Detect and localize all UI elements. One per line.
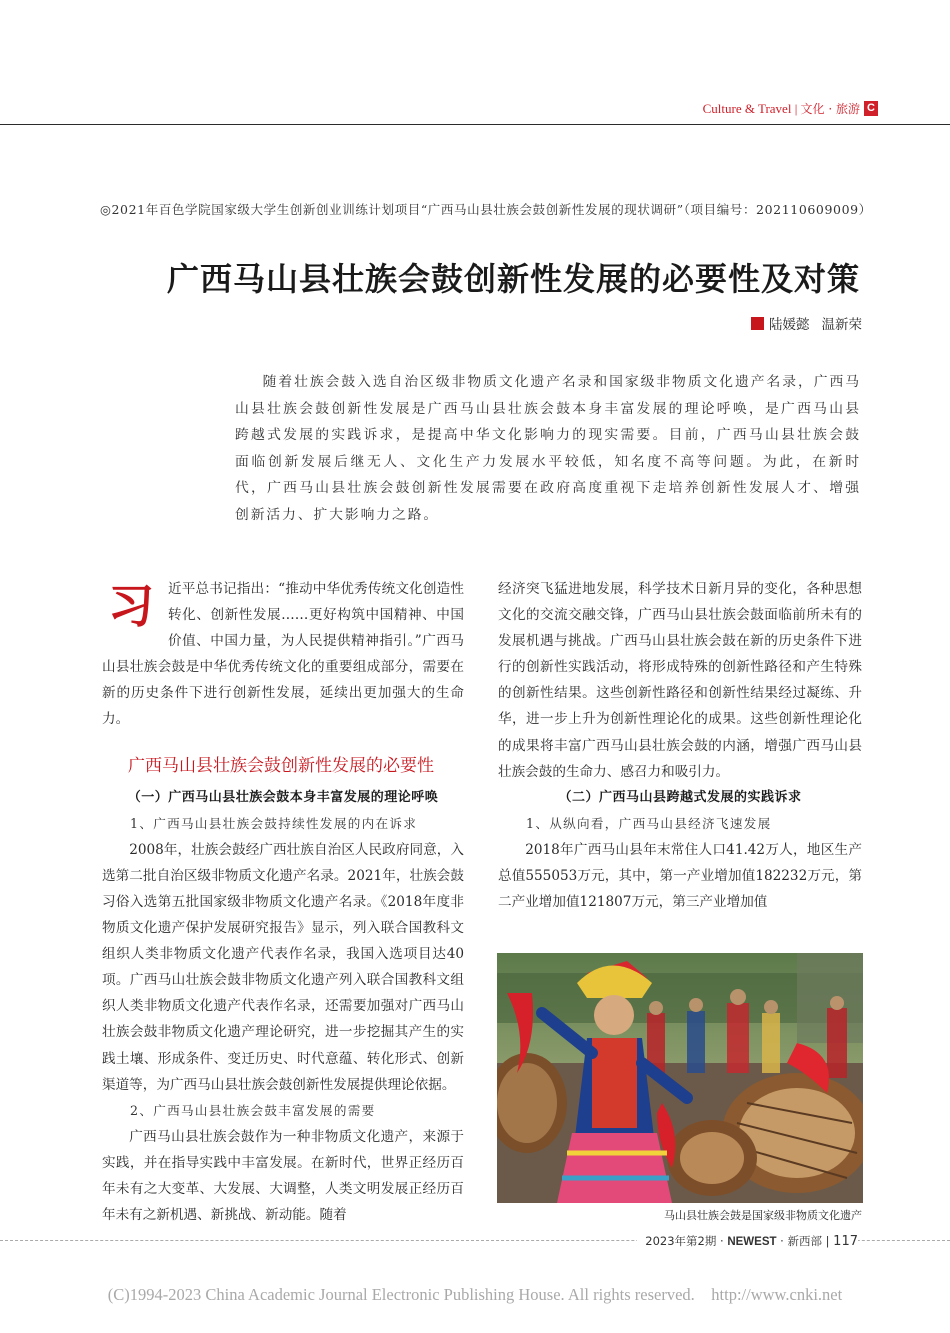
dropcap: 习 <box>108 579 154 633</box>
subsubsection-heading-3: 1、从纵向看，广西马山县经济飞速发展 <box>526 815 772 831</box>
drum-performance-photo <box>497 953 863 1203</box>
footer-separator: | <box>825 1234 830 1248</box>
body-paragraph: 经济突飞猛进地发展，科学技术日新月异的变化，各种思想文化的交流交融交锋，广西马山县壮族会鼓面临前所未有的发展机遇与挑战。广西马山县壮族会鼓在新的历史条件下进行的创新性实践活动，将形成特殊的创新性路径和产生特殊的创新性结果。这些创新性路径和创新性结果经过凝练、升华，进一步上升为创新性理论化的成果。这些创新性理论化的成果将丰富广西马山县壮族会鼓的内涵，增强广西马山县壮族会鼓的生命力、感召力和吸引力。 <box>498 581 862 780</box>
body-paragraph: 广西马山县壮族会鼓作为一种非物质文化遗产，来源于实践，并在指导实践中丰富发展。在新时代，世界正经历百年未有之大变革、大发展、大调整，人类文明发展正经历百年未有之新机遇、新挑战、新动能。随着 <box>102 1128 464 1224</box>
body-paragraph: 2008年，壮族会鼓经广西壮族自治区人民政府同意，入选第二批自治区级非物质文化遗产名录。2021年，壮族会鼓习俗入选第五批国家级非物质文化遗产名录。《2018年度非物质文化遗产保护发展研究报告》显示，列入联合国教科文组织人类非物质文化遗产代表作名录，我国入选项目达40项。广西马山壮族会鼓非物质文化遗产列入联合国教科文组织人类非物质文化遗产代表作名录，还需要加强对广西马山壮族会鼓非物质文化遗产理论研究，进一步挖掘其产生的实践土壤、形成条件、变迁历史、时代意蕴、转化形式、创新渠道等，为广西马山县壮族会鼓创新性发展提供理论依据。 <box>102 841 464 1093</box>
page-number: 117 <box>833 1234 858 1249</box>
author-2: 温新荣 <box>821 317 862 333</box>
intro-paragraph: 习 近平总书记指出：“推动中华优秀传统文化创造性转化、创新性发展……更好构筑中国精神、中国价值、中国力量，为人民提供精神指引。”广西马山县壮族会鼓是中华优秀传统文化的重要组成部分，需要在新的历史条件下进行创新性发展，延续出更加强大的生命力。 <box>102 579 464 728</box>
section-heading: 广西马山县壮族会鼓创新性发展的必要性 <box>128 755 434 776</box>
author-1: 陆媛懿 <box>769 317 810 333</box>
issue-label: 2023年第2期 <box>645 1234 717 1248</box>
header-separator: | <box>794 101 798 116</box>
footer-dot: · <box>720 1234 724 1248</box>
footer <box>637 1233 858 1249</box>
footer-dot: · <box>780 1234 784 1248</box>
subsection-heading-1: （一）广西马山县壮族会鼓本身丰富发展的理论呼唤 <box>127 789 439 805</box>
subsubsection-heading-1: 1、广西马山县壮族会鼓持续性发展的内在诉求 <box>130 815 418 831</box>
subsection-heading-2: （二）广西马山县跨越式发展的实践诉求 <box>558 789 802 805</box>
left-column <box>102 576 464 1228</box>
section-cn: 文化 · 旅游 <box>800 102 860 116</box>
brand-logo: NEWEST <box>727 1236 777 1248</box>
author-marker-icon <box>751 317 764 330</box>
copyright-watermark: (C)1994-2023 China Academic Journal Electronic Publishing House. All rights reserved. http://www.cnki.net <box>107 1285 843 1304</box>
subsubsection-heading-2: 2、广西马山县壮族会鼓丰富发展的需要 <box>130 1102 376 1118</box>
header-divider <box>0 124 950 125</box>
abstract: 随着壮族会鼓入选自治区级非物质文化遗产名录和国家级非物质文化遗产名录，广西马山县壮族会鼓创新性发展是广西马山县壮族会鼓本身丰富发展的理论呼唤，是广西马山县跨越式发展的实践诉求，是提高中华文化影响力的现实需要。目前，广西马山县壮族会鼓面临创新发展后继无人、文化生产力发展水平较低，知名度不高等问题。为此，在新时代，广西马山县壮族会鼓创新性发展需要在政府高度重视下走培养创新性发展人才、增强创新活力、扩大影响力之路。 <box>235 374 861 523</box>
running-header <box>703 100 860 117</box>
photo-illustration <box>497 953 863 1203</box>
section-en: Culture & Travel <box>702 101 792 116</box>
funding-note: ◎2021年百色学院国家级大学生创新创业训练计划项目“广西马山县壮族会鼓创新性发展的现状调研”（项目编号：202110609009） <box>100 202 872 217</box>
author-line <box>751 313 862 333</box>
magazine-name: 新西部 <box>787 1234 822 1248</box>
article-title: 广西马山县壮族会鼓创新性发展的必要性及对策 <box>166 260 860 298</box>
photo-caption: 马山县壮族会鼓是国家级非物质文化遗产 <box>664 1209 862 1222</box>
body-paragraph: 2018年广西马山县年末常住人口41.42万人，地区生产总值555053万元，其中，第一产业增加值182232万元，第二产业增加值121807万元，第三产业增加值 <box>498 841 862 911</box>
section-c-icon: C <box>864 101 878 116</box>
right-column <box>498 576 862 915</box>
